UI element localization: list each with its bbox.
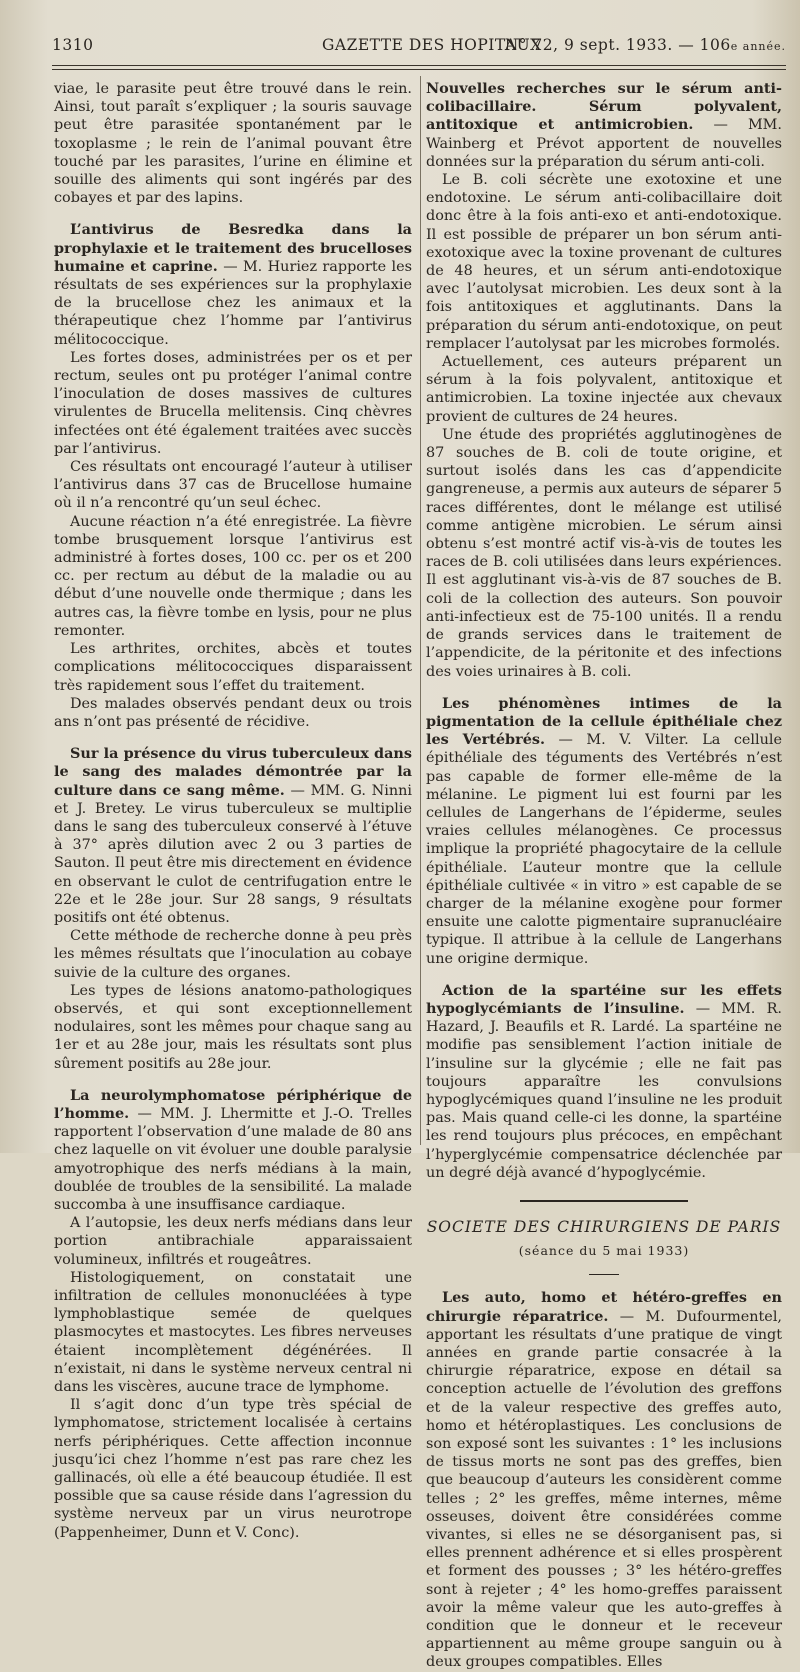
article-lead: [426, 1289, 782, 1671]
paragraph: Le B. coli sécrète une exotoxine et une endotoxine. Le sérum anti-colibacillaire doit donc être à la fois anti-exo et anti-endotoxique. Il est possible de préparer un bon sérum anti-exotoxique avec la toxine provenant de cultures de 48 heures, et un sérum anti-endotoxique avec l’autolysat microbien. Les deux sont à la fois antitoxiques et agglutinants. Dans la préparation du sérum anti-endotoxique, on peut remplacer l’autolysat par les microbes formolés.: [426, 172, 782, 352]
article-lead: [54, 221, 412, 348]
section-divider: [520, 1200, 688, 1202]
article-text: apportent de nouvelles données sur la préparation du sérum anti-coli.: [426, 135, 783, 170]
paragraph: Actuellement, ces auteurs préparent un sérum à la fois polyvalent, antitoxique et antimicrobien. La toxine injectée aux chevaux provient de cultures de 24 heures.: [426, 354, 782, 425]
article-grafts: [426, 1289, 782, 1671]
article-text: La spartéine ne modifie pas sensiblement l’action initiale de l’insuline sur la glycémie ; elle ne fait pas toujours apparaître les convulsions hypoglycémiques quand l’insuline ne les produit pas. Mais quand celle-ci les donne, la spartéine les rend toujours plus précoces, en empêchant l’hyperglycémie compensatrice déclenchée par un degré déjà avancé d’hypoglycémie.: [426, 1019, 782, 1181]
paragraph: Les fortes doses, administrées per os et per rectum, seules ont pu protéger l’animal contre l’inoculation de doses massives de cultures virulentes de Brucella melitensis. Cinq chèvres infectées ont été également traitées avec succès par l’antivirus.: [54, 349, 412, 457]
paragraph: Il s’agit donc d’un type très spécial de lymphomatose, strictement localisée à certains nerfs périphériques. Cette affection inconnue jusqu’ici chez l’homme n’est pas rare chez les gallinacés, où elle a été beaucoup étudiée. Il est possible que sa cause réside dans l’agression du système nerveux par un virus neurotrope (Pappenheimer, Dunn et V. Conc).: [54, 1397, 412, 1541]
paragraph: A l’autopsie, les deux nerfs médians dans leur portion antibrachiale apparaissaient volumineux, infiltrés et rougeâtres.: [54, 1215, 412, 1268]
article-pigmentation: [426, 695, 782, 968]
article-text: La cellule épithéliale des téguments des Vertébrés n’est pas capable de former elle-même de la mélanine. Le pigment lui est fourni par les cellules de Langerhans de l’épiderme, seules vraies cellules mélanogènes. Ce processus implique la propriété phagocytaire de la cellule épithéliale. L’auteur montre que la cellule épithéliale cultivée « in vitro » est capable de se charger de la mélanine exogène pour former ensuite une calotte pigmentaire supranucléaire typique. Il attribue à la cellule de Langerhans une origine dermique.: [426, 732, 782, 967]
article-author: — MM. J. Lhermitte et J.-O. Trelles: [137, 1105, 412, 1122]
paragraph: Histologiquement, on constatait une infiltration de cellules mononucléées à type lymphoblastique semée de quelques plasmocytes et mastocytes. Les fibres nerveuses étaient incomplètement dégénérées. Il n’existait, ni dans le système nerveux central ni dans les viscères, aucune trace de lymphome.: [54, 1269, 412, 1396]
running-header: [52, 36, 786, 60]
article-sparteine: [426, 982, 782, 1182]
section-title: SOCIETE DES CHIRURGIENS DE PARIS: [426, 1217, 782, 1236]
article-lead: [426, 695, 782, 968]
article-author: — MM. G. Ninni et J. Bretey.: [54, 782, 412, 817]
article-lead: [54, 1087, 412, 1214]
article-title: Nouvelles recherches sur le sérum anti-colibacillaire. Sérum polyvalent, antitoxique et antimicrobien.: [426, 80, 782, 134]
article-title: La neurolymphomatose périphérique de l’homme.: [54, 1086, 412, 1122]
article-text: rapportent l’observation d’une malade de 80 ans chez laquelle on vit évoluer une double paralysie amyotrophique des nerfs médians à la main, doublée de troubles de la sensibilité. La malade succomba à une insuffisance cardiaque.: [54, 1124, 412, 1213]
article-brucellosis: [54, 221, 412, 731]
article-title: Action de la spartéine sur les effets hypoglycémiants de l’insuline.: [426, 981, 782, 1017]
article-text: apportant les résultats d’une pratique de vingt années en grande partie consacrée à la chirurgie réparatrice, expose en détail sa conception actuelle de l’évolution des greffons et de la valeur respective des greffes auto, homo et hétéroplastiques. Les conclusions de son exposé sont les suivantes : 1° les inclusions de tissus morts ne sont pas des greffes, bien que beaucoup d’auteurs les considèrent comme telles ; 2° les greffes, même internes, même osseuses, doivent être considérées comme vivantes, si elles ne se désorganisent pas, si elles prennent adhérence et si elles prospèrent et forment des pousses ; 3° les hétéro-greffes sont à rejeter ; 4° les homo-greffes paraissent avoir la même valeur que les auto-greffes à condition que le donneur et le receveur appartiennent au même groupe sanguin ou à deux groupes compatibles. Elles: [426, 1326, 782, 1671]
issue-info: [505, 36, 786, 54]
article-title: Les phénomènes intimes de la pigmentation de la cellule épithéliale chez les Vertébrés.: [426, 694, 782, 749]
article-title: L’antivirus de Besredka dans la prophylaxie et le traitement des brucelloses humaine et caprine.: [54, 221, 412, 275]
issue-number-date: N° 72, 9 sept. 1933. — 106: [504, 36, 731, 54]
paragraph: Ces résultats ont encouragé l’auteur à utiliser l’antivirus dans 37 cas de Brucellose humaine où il n’a rencontré qu’un seul échec.: [54, 459, 412, 512]
article-lead: [426, 982, 782, 1182]
article-author: — M. V. Vilter.: [558, 732, 689, 749]
article-colibacillary-serum: [426, 80, 782, 681]
header-rule-bottom: [52, 69, 786, 70]
paragraph: Aucune réaction n’a été enregistrée. La fièvre tombe brusquement lorsque l’antivirus est administré à fortes doses, 100 cc. per os et 200 cc. per rectum au début de la maladie ou au début d’une nouvelle onde thermique ; dans les autres cas, la fièvre tombe en lysis, pour ne plus remonter.: [54, 513, 412, 639]
article-title: Sur la présence du virus tuberculeux dans le sang des malades démontrée par la culture dans ce sang même.: [54, 745, 412, 799]
issue-year-suffix: e année.: [730, 40, 786, 53]
article-toxoplasm-continued: [54, 80, 412, 207]
article-author: — M. Dufourmentel,: [619, 1308, 783, 1325]
article-author: — MM. R. Hazard, J. Beaufils et R. Lardé.: [426, 1000, 782, 1036]
paragraph: Les types de lésions anatomo-pathologiques observés, et qui sont exceptionnellement nodulaires, sont les mêmes pour chaque sang au 1er et au 28e jour, mais les résultats sont plus sûrement positifs au 28e jour.: [54, 982, 412, 1072]
section-date: (séance du 5 mai 1933): [518, 1243, 690, 1259]
article-tuberculous-virus: [54, 745, 412, 1073]
paragraph: Cette méthode de recherche donne à peu près les mêmes résultats que l’inoculation au cobaye suivie de la culture des organes.: [54, 928, 412, 981]
page-number: 1310: [52, 36, 94, 54]
article-author: — MM. Wainberg et Prévot: [426, 117, 782, 152]
paragraph: viae, le parasite peut être trouvé dans le rein. Ainsi, tout paraît s’expliquer ; la souris sauvage peut être parasitée spontanément par le toxoplasme ; le rein de l’animal pouvant être touché par les parasites, l’urine en élimine et souille des aliments qui sont ingérés par des cobayes et par des lapins.: [54, 81, 412, 207]
paragraph: Des malades observés pendant deux ou trois ans n’ont pas présenté de récidive.: [54, 695, 412, 730]
article-lead: [54, 745, 412, 927]
short-divider: [589, 1274, 619, 1275]
article-title: Les auto, homo et hétéro-greffes en chirurgie réparatrice.: [426, 1289, 782, 1325]
article-text: rapporte les résultats de ses expériences sur la prophylaxie de la brucellose chez les animaux et la thérapeutique chez l’homme par l’antivirus mélitococcique.: [54, 258, 413, 348]
article-text: Le virus tuberculeux se multiplie dans le sang des tuberculeux conservé à l’étuve à 37° après dilution avec 2 ou 3 parties de Sauton. Il peut être mis directement en évidence en observant le culot de centrifugation entre le 22e et le 28e jour. Sur 28 sangs, 9 résultats positifs ont été obtenus.: [54, 800, 412, 926]
paragraph: Les arthrites, orchites, abcès et toutes complications mélitococciques disparaissent très rapidement sous l’effet du traitement.: [54, 641, 412, 694]
column-divider: [420, 76, 421, 1145]
left-column: [54, 80, 412, 1542]
header-rule-top: [52, 65, 786, 66]
article-neurolymphomatosis: [54, 1087, 412, 1542]
journal-title: GAZETTE DES HOPITAUX: [322, 36, 542, 54]
article-author: — M. Huriez: [223, 258, 318, 275]
article-lead: [426, 80, 782, 171]
right-column: [426, 80, 782, 1672]
paragraph: Une étude des propriétés agglutinogènes de 87 souches de B. coli de toute origine, et surtout isolés dans les cas d’appendicite gangreneuse, a permis aux auteurs de séparer 5 races différentes, dont le mélange est utilisé comme antigène microbien. Le sérum ainsi obtenu s’est montré actif vis-à-vis de toutes les races de B. coli utilisées dans leurs expériences. Il est agglutinant vis-à-vis de 87 souches de B. coli de la collection des auteurs. Son pouvoir anti-infectieux est de 75-100 unités. Il a rendu de grands services dans le traitement de l’appendicite, de la péritonite et des infections des voies urinaires à B. coli.: [426, 426, 782, 680]
